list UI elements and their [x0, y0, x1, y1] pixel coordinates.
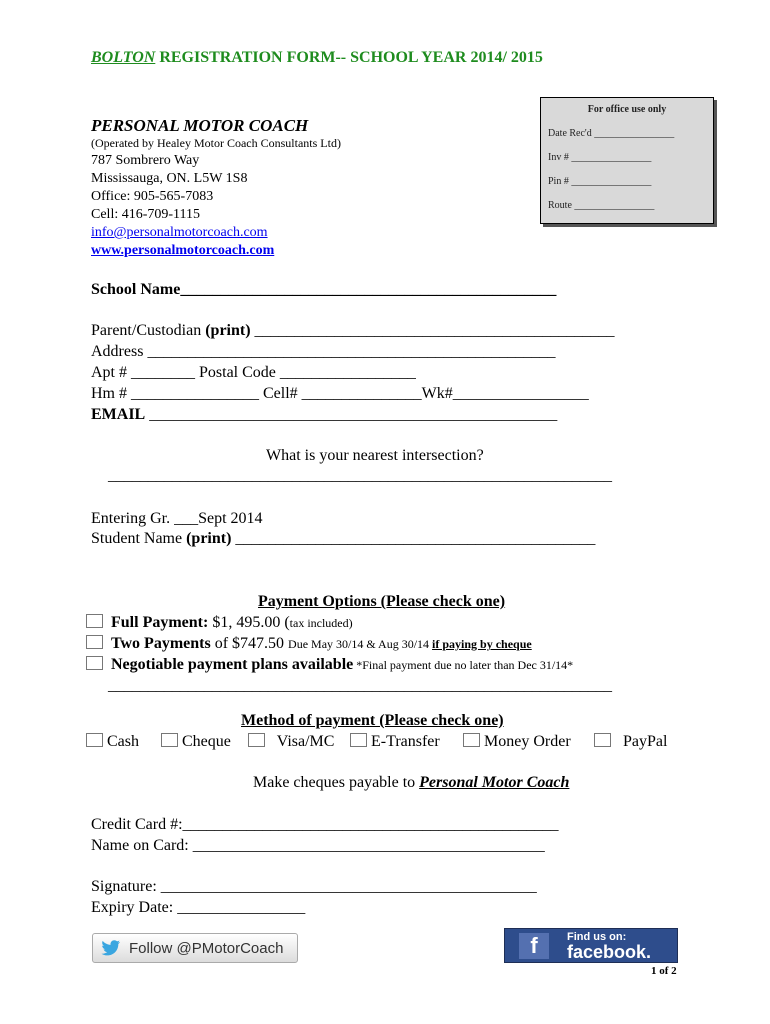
phones-field[interactable]: Hm # ________________ Cell# _______________Wk#_________________	[91, 385, 589, 402]
expiry-field[interactable]: Expiry Date: ________________	[91, 899, 306, 916]
method-heading: Method of payment (Please check one)	[241, 712, 504, 729]
inv-number: Inv # ________________	[548, 152, 652, 163]
full-payment-checkbox[interactable]	[86, 614, 103, 628]
payable-note: Make cheques payable to Personal Motor Coach	[253, 774, 570, 791]
payment-options-heading: Payment Options (Please check one)	[258, 593, 506, 610]
paypal-checkbox[interactable]	[594, 733, 611, 747]
office-phone: Office: 905-565-7083	[91, 189, 214, 204]
street: 787 Sombrero Way	[91, 153, 200, 168]
twitter-follow-button[interactable]	[92, 933, 298, 963]
operated-by: (Operated by Healey Motor Coach Consultants Ltd)	[91, 136, 341, 150]
cash-checkbox[interactable]	[86, 733, 103, 747]
facebook-find-us: Find us on:	[567, 931, 627, 943]
office-use-box	[540, 97, 714, 224]
page-number: 1 of 2	[651, 965, 677, 977]
name-on-card-field[interactable]: Name on Card: ____________________________________________	[91, 837, 545, 854]
apt-postal-field[interactable]: Apt # ________ Postal Code _________________	[91, 364, 416, 381]
entering-grade-field[interactable]: Entering Gr. ___Sept 2014	[91, 510, 263, 527]
city: Mississauga, ON. L5W 1S8	[91, 171, 248, 186]
payment-rule: _______________________________________________________________	[108, 677, 612, 694]
form-title: BOLTON REGISTRATION FORM-- SCHOOL YEAR 2014/ 2015	[91, 49, 543, 66]
cheque-checkbox[interactable]	[161, 733, 178, 747]
company-address	[91, 152, 274, 260]
twitter-label: Follow @PMotorCoach	[129, 939, 284, 957]
facebook-badge[interactable]	[504, 928, 678, 963]
visa-checkbox[interactable]	[248, 733, 265, 747]
money-order-checkbox[interactable]	[463, 733, 480, 747]
method-cash[interactable]: Cash	[86, 732, 139, 752]
two-payments-checkbox[interactable]	[86, 635, 103, 649]
method-paypal[interactable]: PayPal	[594, 732, 667, 752]
company-name: PERSONAL MOTOR COACH	[91, 116, 309, 135]
office-heading: For office use only	[587, 104, 667, 115]
twitter-bird-icon	[101, 940, 121, 956]
intersection-field[interactable]: _______________________________________________________________	[108, 467, 612, 484]
method-etransfer[interactable]: E-Transfer	[350, 732, 440, 752]
student-name-field[interactable]: Student Name (print) _____________________________________________	[91, 530, 596, 547]
two-payments-option[interactable]: Two Payments of $747.50 Due May 30/14 & Aug 30/14 if paying by cheque	[86, 634, 532, 654]
negotiable-checkbox[interactable]	[86, 656, 103, 670]
parent-field[interactable]: Parent/Custodian (print) _____________________________________________	[91, 322, 615, 339]
signature-field[interactable]: Signature: _______________________________________________	[91, 878, 537, 895]
intersection-question: What is your nearest intersection?	[266, 447, 484, 464]
cell-phone: Cell: 416-709-1115	[91, 207, 201, 222]
pin-number: Pin # ________________	[548, 176, 652, 187]
method-money-order[interactable]: Money Order	[463, 732, 571, 752]
school-name-field[interactable]: School Name_______________________________________________	[91, 281, 557, 298]
date-recd: Date Rec'd ________________	[548, 128, 675, 139]
credit-card-field[interactable]: Credit Card #:_______________________________________________	[91, 816, 559, 833]
email-link[interactable]: info@personalmotorcoach.com	[91, 225, 268, 240]
negotiable-option[interactable]: Negotiable payment plans available *Final payment due no later than Dec 31/14*	[86, 655, 573, 675]
full-payment-option[interactable]: Full Payment: $1, 495.00 (tax included)	[86, 613, 353, 633]
method-visa[interactable]: Visa/MC	[248, 732, 334, 752]
address-field[interactable]: Address ___________________________________________________	[91, 343, 556, 360]
website-link[interactable]: www.personalmotorcoach.com	[91, 243, 275, 258]
facebook-f-icon: f	[519, 933, 549, 959]
email-field[interactable]: EMAIL ___________________________________________________	[91, 406, 558, 423]
facebook-wordmark: facebook.	[567, 942, 652, 962]
etransfer-checkbox[interactable]	[350, 733, 367, 747]
method-cheque[interactable]: Cheque	[161, 732, 231, 752]
route: Route ________________	[548, 200, 655, 211]
